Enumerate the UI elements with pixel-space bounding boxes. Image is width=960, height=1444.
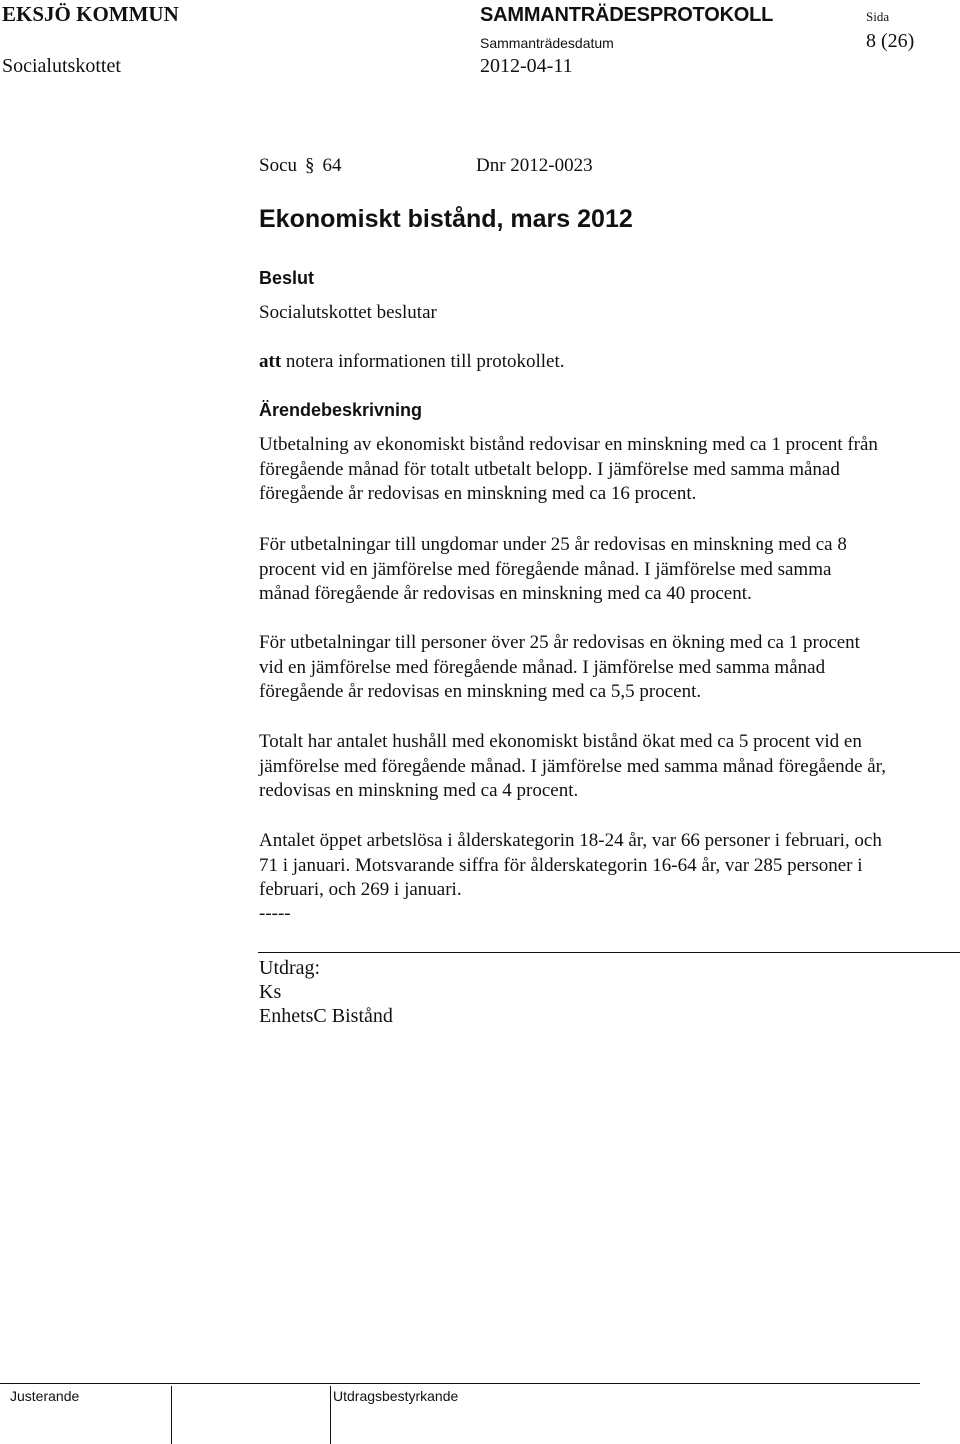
page-number: 8 (26) bbox=[866, 30, 915, 52]
paragraph bbox=[259, 631, 860, 705]
section-symbol: § bbox=[305, 155, 315, 176]
paragraph bbox=[259, 829, 882, 903]
paragraph-line: För utbetalningar till ungdomar under 25 år redovisas en minskning med ca 8 bbox=[259, 534, 847, 555]
section-prefix: Socu bbox=[259, 155, 297, 176]
meeting-date: 2012-04-11 bbox=[480, 55, 573, 77]
department-name: Socialutskottet bbox=[2, 55, 121, 77]
page-label: Sida bbox=[866, 9, 890, 24]
divider bbox=[258, 952, 960, 953]
paragraph bbox=[259, 433, 878, 507]
meeting-date-label: Sammanträdesdatum bbox=[480, 35, 614, 51]
paragraph-line: föregående månad för totalt utbetalt belopp. I jämförelse med samma månad bbox=[259, 458, 840, 480]
document-type: SAMMANTRÄDESPROTOKOLL bbox=[480, 4, 774, 26]
paragraph-line: redovisas en minskning med ca 4 procent. bbox=[259, 780, 579, 801]
paragraph-line: månad föregående år redovisas en minskning med ca 40 procent. bbox=[259, 583, 752, 604]
paragraph-line: Totalt har antalet hushåll med ekonomiskt bistånd ökat med ca 5 procent vid en bbox=[259, 731, 862, 752]
end-marker: ----- bbox=[259, 903, 291, 924]
section-reference bbox=[259, 155, 342, 177]
paragraph-line: föregående år redovisas en minskning med ca 16 procent. bbox=[259, 483, 697, 504]
paragraph-line: jämförelse med föregående månad. I jämförelse med samma månad föregående år, bbox=[259, 755, 886, 777]
paragraph-line: Utbetalning av ekonomiskt bistånd redovisar en minskning med ca 1 procent från bbox=[259, 434, 878, 455]
extract-recipient: Ks bbox=[259, 981, 282, 1003]
decision-heading: Beslut bbox=[259, 268, 315, 288]
paragraph-line: För utbetalningar till personer över 25 år redovisas en ökning med ca 1 procent bbox=[259, 632, 860, 653]
page-title: Ekonomiskt bistånd, mars 2012 bbox=[259, 205, 633, 233]
footer-divider bbox=[0, 1383, 920, 1384]
section-number: 64 bbox=[322, 155, 342, 176]
paragraph bbox=[259, 730, 886, 804]
adjuster-label: Justerande bbox=[10, 1388, 80, 1404]
decision-clause-text: notera informationen till protokollet. bbox=[281, 351, 565, 372]
decision-clause bbox=[259, 351, 565, 373]
paragraph-line: vid en jämförelse med föregående månad. I jämförelse med samma månad bbox=[259, 656, 826, 678]
paragraph bbox=[259, 533, 847, 607]
paragraph-line: procent vid en jämförelse med föregående månad. I jämförelse med samma bbox=[259, 558, 832, 580]
signature-box-divider bbox=[171, 1386, 172, 1444]
diary-number: Dnr 2012-0023 bbox=[476, 155, 593, 176]
att-keyword: att bbox=[259, 351, 282, 372]
case-description-heading: Ärendebeskrivning bbox=[259, 400, 423, 420]
signature-box-divider bbox=[330, 1386, 331, 1444]
paragraph-line: februari, och 269 i januari. bbox=[259, 879, 462, 900]
extract-label: Utdrag: bbox=[259, 957, 321, 979]
extract-certifier-label: Utdragsbestyrkande bbox=[333, 1388, 459, 1404]
decision-text: Socialutskottet beslutar bbox=[259, 302, 437, 323]
paragraph-line: Antalet öppet arbetslösa i ålderskategorin 18-24 år, var 66 personer i februari, och bbox=[259, 830, 882, 851]
extract-recipient: EnhetsC Bistånd bbox=[259, 1005, 393, 1027]
paragraph-line: föregående år redovisas en minskning med ca 5,5 procent. bbox=[259, 681, 702, 702]
paragraph-line: 71 i januari. Motsvarande siffra för ålderskategorin 16-64 år, var 285 personer i bbox=[259, 854, 863, 876]
organization-name: EKSJÖ KOMMUN bbox=[2, 2, 179, 26]
